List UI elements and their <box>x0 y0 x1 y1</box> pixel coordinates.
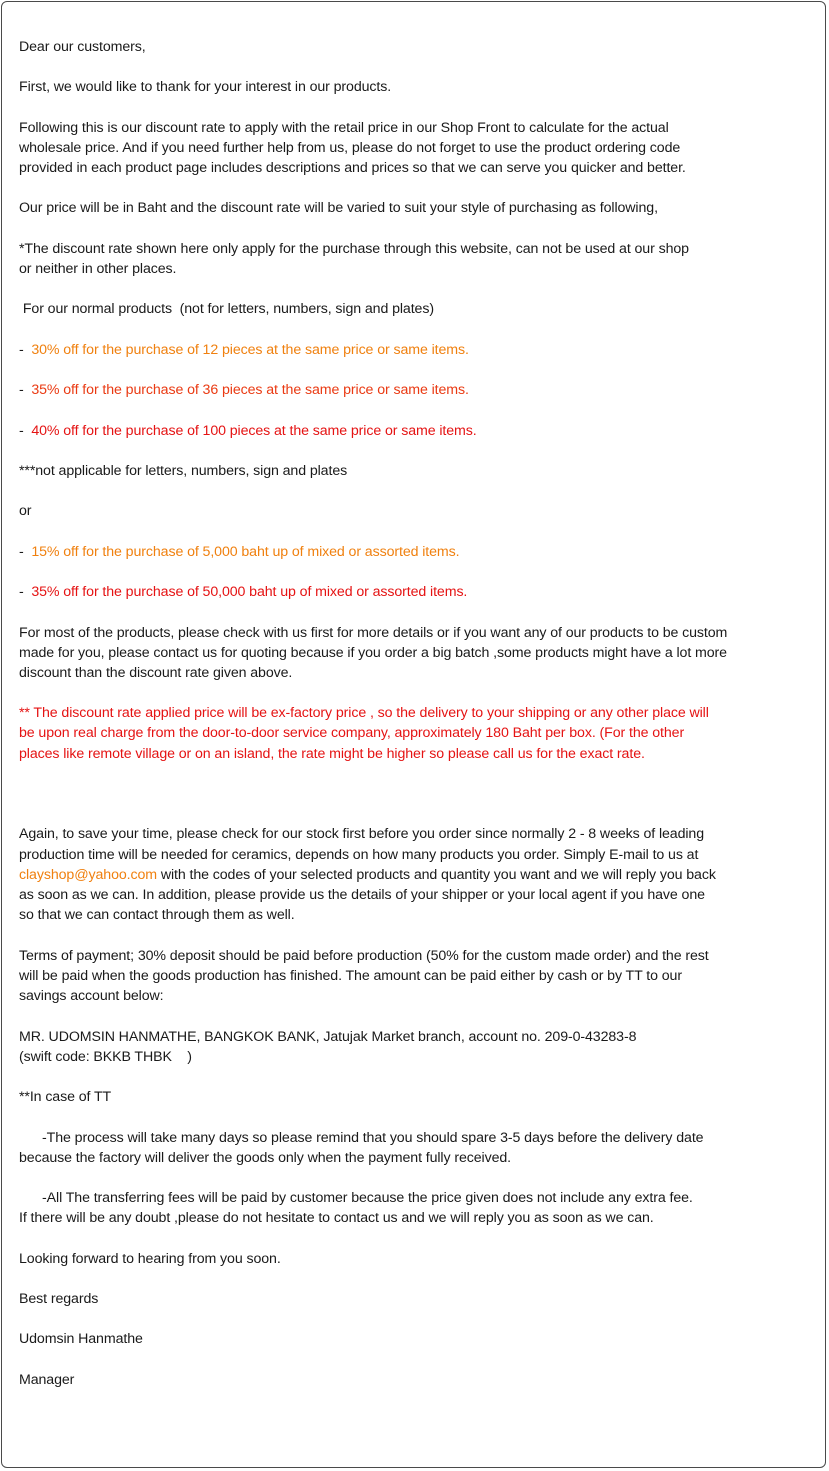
intro-line-1: Following this is our discount rate to apply with the retail price in our Shop Front to calculate for the actual <box>19 120 669 136</box>
signer-name: Udomsin Hanmathe <box>19 1331 143 1347</box>
discount-item-50000 <box>19 582 467 602</box>
website-only-line-1: *The discount rate shown here only apply for the purchase through this website, can not be used at our shop <box>19 241 689 257</box>
discount-12-text: 30% off for the purchase of 12 pieces at the same price or same items. <box>31 342 469 358</box>
bullet-dash: - <box>19 584 24 600</box>
custom-line-3: discount than the discount rate given above. <box>19 665 293 681</box>
website-only-line-2: or neither in other places. <box>19 261 177 277</box>
signer-title: Manager <box>19 1372 75 1388</box>
discount-item-100 <box>19 421 477 441</box>
tt-fees-line-1: -All The transferring fees will be paid by customer because the price given does not include any extra fee. <box>19 1190 693 1206</box>
discount-36-text: 35% off for the purchase of 36 pieces at the same price or same items. <box>31 382 469 398</box>
tt-fees-line-2: If there will be any doubt ,please do not hesitate to contact us and we will reply you as soon as we can. <box>19 1210 654 1226</box>
tt-process-line-2: because the factory will deliver the goods only when the payment fully received. <box>19 1150 511 1166</box>
stock-line-1: Again, to save your time, please check for our stock first before you order since normally 2 - 8 weeks of leading <box>19 826 705 842</box>
custom-line-2: made for you, please contact us for quoting because if you order a big batch ,some products might have a lot more <box>19 645 727 661</box>
bank-account: MR. UDOMSIN HANMATHE, BANGKOK BANK, Jatujak Market branch, account no. 209-0-43283-8 <box>19 1029 637 1045</box>
discount-item-5000 <box>19 542 460 562</box>
payment-line-1: Terms of payment; 30% deposit should be paid before production (50% for the custom made order) and the rest <box>19 948 709 964</box>
discount-item-12 <box>19 340 469 360</box>
stock-line-5: so that we can contact through them as well. <box>19 907 295 923</box>
discount-item-36 <box>19 380 469 400</box>
tt-process-line-1: -The process will take many days so please remind that you should spare 3-5 days before the delivery date <box>19 1130 704 1146</box>
intro-line-3: provided in each product page includes descriptions and prices so that we can serve you quicker and better. <box>19 160 686 176</box>
email-link[interactable]: clayshop@yahoo.com <box>19 867 157 883</box>
discount-50000-text: 35% off for the purchase of 50,000 baht up of mixed or assorted items. <box>31 584 468 600</box>
not-applicable-note: ***not applicable for letters, numbers, sign and plates <box>19 463 348 479</box>
payment-line-3: savings account below: <box>19 988 164 1004</box>
discount-100-text: 40% off for the purchase of 100 pieces at the same price or same items. <box>31 423 477 439</box>
ex-factory-line-3: places like remote village or on an island, the rate might be higher so please call us for the exact rate. <box>19 746 645 762</box>
normal-products-heading: For our normal products (not for letters, numbers, sign and plates) <box>19 301 434 317</box>
stock-line-3-text: with the codes of your selected products and quantity you want and we will reply you back <box>157 867 716 883</box>
price-note: Our price will be in Baht and the discount rate will be varied to suit your style of purchasing as following, <box>19 200 658 216</box>
greeting: Dear our customers, <box>19 39 146 55</box>
swift-code: (swift code: BKKB THBK ) <box>19 1049 192 1065</box>
closing-line: Looking forward to hearing from you soon. <box>19 1251 281 1267</box>
bullet-dash: - <box>19 544 24 560</box>
intro-line-2: wholesale price. And if you need further help from us, please do not forget to use the product ordering code <box>19 140 681 156</box>
stock-line-2: production time will be needed for ceramics, depends on how many products you order. Simply E-mail to us at <box>19 847 699 863</box>
ex-factory-line-2: be upon real charge from the door-to-door service company, approximately 180 Baht per box. (For the other <box>19 725 685 741</box>
discount-5000-text: 15% off for the purchase of 5,000 baht up of mixed or assorted items. <box>31 544 460 560</box>
thanks-line: First, we would like to thank for your interest in our products. <box>19 79 392 95</box>
or-separator: or <box>19 503 32 519</box>
ex-factory-line-1: ** The discount rate applied price will be ex-factory price , so the delivery to your shipping or any other place will <box>19 705 709 721</box>
tt-heading: **In case of TT <box>19 1089 112 1105</box>
regards: Best regards <box>19 1291 99 1307</box>
bullet-dash: - <box>19 342 24 358</box>
payment-line-2: will be paid when the goods production has finished. The amount can be paid either by cash or by TT to our <box>19 968 682 984</box>
bullet-dash: - <box>19 423 24 439</box>
bullet-dash: - <box>19 382 24 398</box>
stock-line-3 <box>19 865 716 885</box>
custom-line-1: For most of the products, please check with us first for more details or if you want any of our products to be custom <box>19 625 728 641</box>
stock-line-4: as soon as we can. In addition, please provide us the details of your shipper or your local agent if you have one <box>19 887 705 903</box>
